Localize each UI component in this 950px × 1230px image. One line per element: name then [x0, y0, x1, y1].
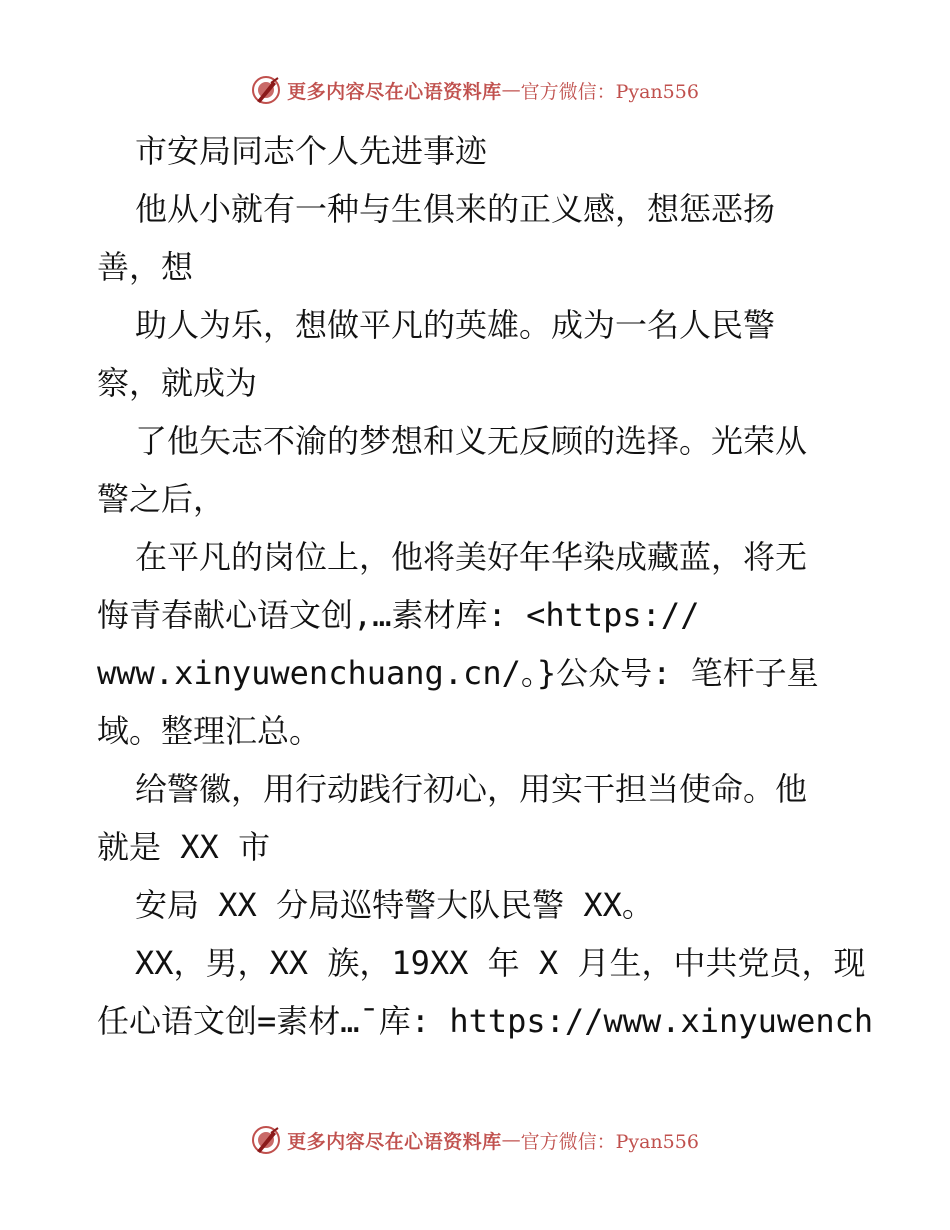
- footer-separator: —: [501, 1129, 521, 1151]
- body-line: 察，就成为: [97, 364, 258, 402]
- footer-banner: [0, 1122, 950, 1158]
- header-separator: —: [501, 79, 521, 101]
- body-line: 他从小就有一种与生俱来的正义感，想惩恶扬: [135, 190, 776, 228]
- header-brand-text: 更多内容尽在心语资料库: [287, 80, 502, 103]
- body-line: 了他矢志不渝的梦想和义无反顾的选择。光荣从: [135, 422, 808, 460]
- header-contact-text: 官方微信：Pyan556: [520, 80, 699, 103]
- body-line: 助人为乐，想做平凡的英雄。成为一名人民警: [135, 306, 776, 344]
- document-body: [97, 122, 877, 1050]
- footer-brand-text: 更多内容尽在心语资料库: [287, 1130, 502, 1153]
- header-banner: [0, 72, 950, 108]
- document-title: 市安局同志个人先进事迹: [135, 132, 488, 170]
- body-line: 任心语文创=素材…¯库: https://www.xinyuwench: [97, 1002, 874, 1040]
- body-line: XX，男，XX 族，19XX 年 X 月生，中共党员，现: [135, 944, 866, 982]
- body-line: www.xinyuwenchuang.cn/。}公众号: 笔杆子星: [97, 654, 819, 692]
- footer-contact-text: 官方微信：Pyan556: [520, 1130, 699, 1153]
- body-line: 就是 XX 市: [97, 828, 271, 866]
- body-line: 给警徽，用行动践行初心，用实干担当使命。他: [135, 770, 808, 808]
- body-line: 在平凡的岗位上，他将美好年华染成藏蓝，将无: [135, 538, 808, 576]
- quill-pen-logo-icon: [251, 75, 281, 105]
- quill-pen-logo-icon: [251, 1125, 281, 1155]
- body-line: 域。整理汇总。: [97, 712, 322, 750]
- body-line: 警之后，: [97, 480, 226, 518]
- body-line: 悔青春献心语文创,…素材库: <https://: [97, 596, 700, 634]
- body-line: 安局 XX 分局巡特警大队民警 XX。: [135, 886, 654, 924]
- body-line: 善，想: [97, 248, 194, 286]
